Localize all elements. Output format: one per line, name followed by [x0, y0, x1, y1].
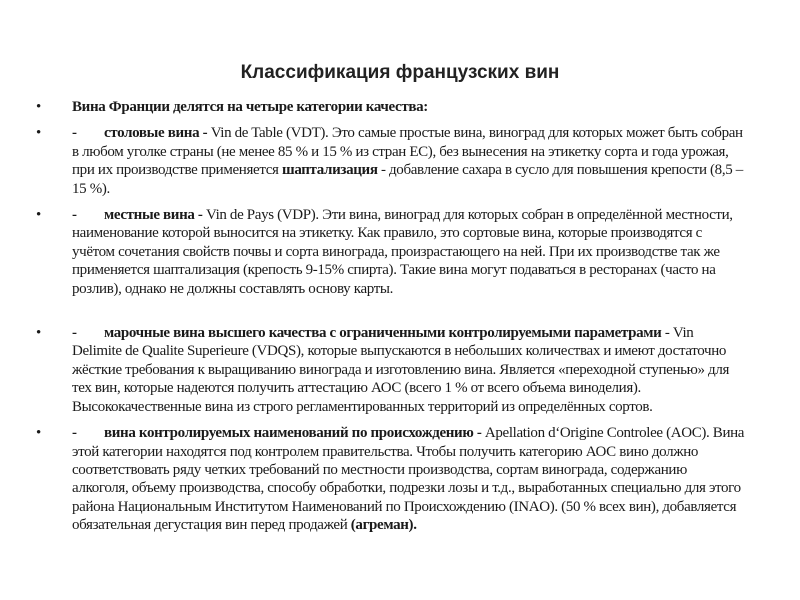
list-item-intro — [36, 98, 746, 116]
bullet-icon: • — [36, 425, 41, 442]
item-text: Vin de Table (VDT). Это самые простые вина, виноград для которых может быть собран в любом уголке страны (не менее 85 % и 15 % из стран ЕС), без вынесения на этикетку сорта и года урожая, при их производстве применяется — [72, 125, 743, 179]
bullet-icon: • — [36, 325, 41, 342]
item-heading: вина контролируемых наименований по происхождению - — [104, 425, 485, 442]
item-term: (агреман). — [350, 517, 417, 534]
item-heading: марочные вина высшего качества с ограниченными контролируемыми параметрами — [104, 325, 665, 342]
item-heading: столовые вина - — [104, 125, 211, 142]
item-term: шаптализация — [282, 162, 378, 179]
list-item-vdp — [36, 206, 746, 298]
item-text: Apellation d‘Origine Controlee (AOC). Вина этой категории находятся под контролем правительства. Чтобы получить категорию АОС вино должно соответствовать ряду четких требований по местности производства, сортам винограда, содержанию алкоголя, объему производства, способу обработки, подрезки лозы и т.д., выработанных специально для этого района Национальным Институтом Наименований по Происхождению (INAO). (50 % всех вин), добавляется обязательная дегустация вин перед продажей — [72, 425, 745, 534]
item-text-cont: - добавление сахара в сусло для повышения крепости (8,5 – 15 %). — [72, 162, 743, 197]
dash: - — [72, 207, 77, 224]
bullet-icon: • — [36, 207, 41, 224]
item-text: Vin de Pays (VDP). Эти вина, виноград для которых собран в определённой местности, наименование которой выносится на этикетку. Как правило, это сортовые вина, которые производятся с учётом сочетания свойств почвы и сорта винограда, произрастающего на ней. При их производстве так же применяется шаптализация (крепость 9-15% спирта). Такие вина могут подаваться в ресторанах (часто на розлив), однако не должны составлять основу карты. — [72, 207, 733, 297]
list-item-vdt — [36, 124, 746, 198]
dash: - — [72, 325, 77, 342]
item-heading: Вина Франции делятся на четыре категории качества: — [72, 99, 428, 115]
bullet-list — [36, 98, 746, 543]
item-heading: местные вина - — [104, 207, 206, 224]
bullet-icon: • — [36, 125, 41, 142]
slide-title: Классификация французских вин — [240, 62, 560, 83]
list-item-aoc — [36, 424, 746, 534]
list-item-vdqs — [36, 324, 746, 416]
dash: - — [72, 425, 77, 442]
bullet-icon: • — [36, 99, 41, 115]
dash: - — [72, 125, 77, 142]
item-text: - Vin Delimite de Qualite Superieure (VDQS), которые выпускаются в небольших количествах и имеют достаточно жёсткие требования к выращиванию винограда и изготовлению вина. Является «переходной ступенью» для тех вин, которые надеются получить аттестацию АОС (всего 1 % от всего объема виноделия). Высококачественные вина из строго регламентированных территорий из определённых сортов. — [72, 325, 730, 415]
